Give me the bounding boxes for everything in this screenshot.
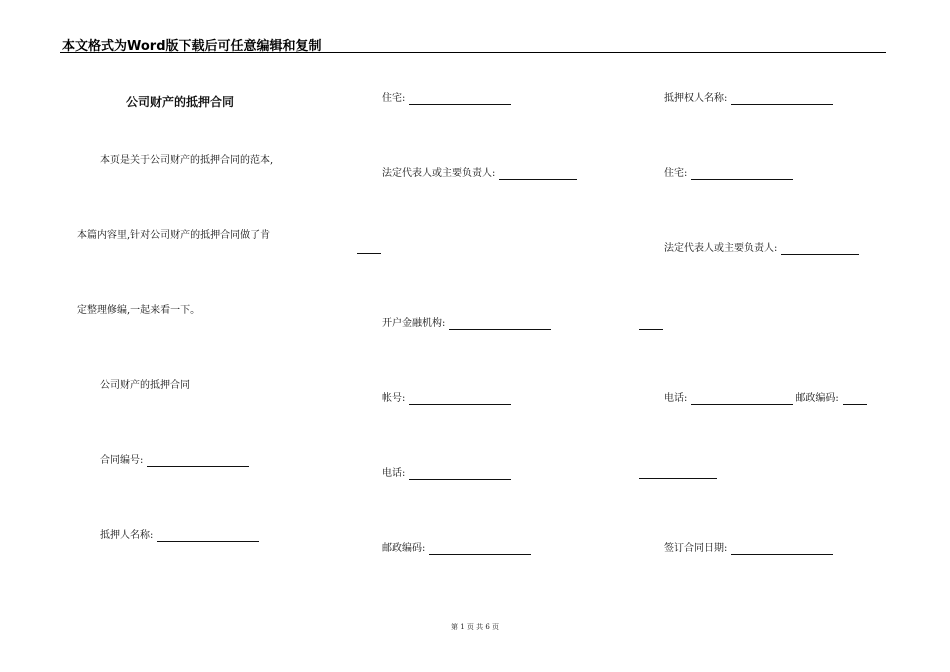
mortgagee-name-label: 抵押权人名称: [664, 93, 728, 104]
mortgagee-postcode-blank [843, 394, 867, 405]
intro-line-2: 本篇内容里,针对公司财产的抵押合同做了肯 [77, 230, 271, 241]
mortgagee-phone-label: 电话: [664, 393, 688, 404]
mortgagee-legal-rep-label: 法定代表人或主要负责人: [664, 243, 778, 254]
intro-line-1: 本页是关于公司财产的抵押合同的范本, [100, 155, 274, 166]
account-field [382, 393, 511, 405]
document-header-title: 本文格式为Word版下载后可任意编辑和复制 [62, 39, 322, 54]
mortgagor-address-field [382, 93, 511, 105]
mortgagee-name-blank [731, 94, 833, 105]
mortgagor-name-field [100, 530, 259, 542]
contract-number-label: 合同编号: [100, 455, 144, 466]
mortgagor-phone-label: 电话: [382, 468, 406, 479]
mortgagor-name-label: 抵押人名称: [100, 530, 154, 541]
sign-date-field [664, 543, 833, 555]
doc-subtitle: 公司财产的抵押合同 [100, 380, 190, 391]
mortgagee-legal-rep-blank [781, 244, 859, 255]
mortgagee-address-blank [691, 169, 793, 180]
postcode-blank-continuation [639, 478, 717, 479]
mortgagee-address-field [664, 168, 793, 180]
mortgagor-address-label: 住宅: [382, 93, 406, 104]
mortgagor-postcode-blank [429, 544, 531, 555]
legal-rep-blank-continuation-2 [639, 329, 663, 330]
account-blank [409, 394, 511, 405]
mortgagor-legal-rep-blank [499, 169, 577, 180]
mortgagor-name-blank [157, 531, 259, 542]
bank-field [382, 318, 551, 330]
intro-line-3: 定整理修编,一起来看一下。 [77, 305, 201, 316]
mortgagee-postcode-label: 邮政编码: [795, 393, 839, 404]
bank-blank [449, 319, 551, 330]
mortgagor-legal-rep-field [382, 168, 577, 180]
page-footer: 第 1 页 共 6 页 [450, 623, 500, 631]
contract-number-field [100, 455, 249, 467]
mortgagor-address-blank [409, 94, 511, 105]
legal-rep-blank-continuation [357, 253, 381, 254]
mortgagee-phone-blank [691, 394, 793, 405]
mortgagor-phone-blank [409, 469, 511, 480]
mortgagor-postcode-field [382, 543, 531, 555]
account-label: 帐号: [382, 393, 406, 404]
sign-date-blank [731, 544, 833, 555]
sign-date-label: 签订合同日期: [664, 543, 728, 554]
mortgagor-postcode-label: 邮政编码: [382, 543, 426, 554]
doc-title: 公司财产的抵押合同 [126, 95, 235, 109]
mortgagee-name-field [664, 93, 833, 105]
mortgagee-phone-postcode-field [664, 393, 867, 405]
bank-label: 开户金融机构: [382, 318, 446, 329]
header-divider [60, 52, 886, 53]
mortgagor-phone-field [382, 468, 511, 480]
mortgagee-address-label: 住宅: [664, 168, 688, 179]
contract-number-blank [147, 456, 249, 467]
mortgagee-legal-rep-field [664, 243, 859, 255]
mortgagor-legal-rep-label: 法定代表人或主要负责人: [382, 168, 496, 179]
